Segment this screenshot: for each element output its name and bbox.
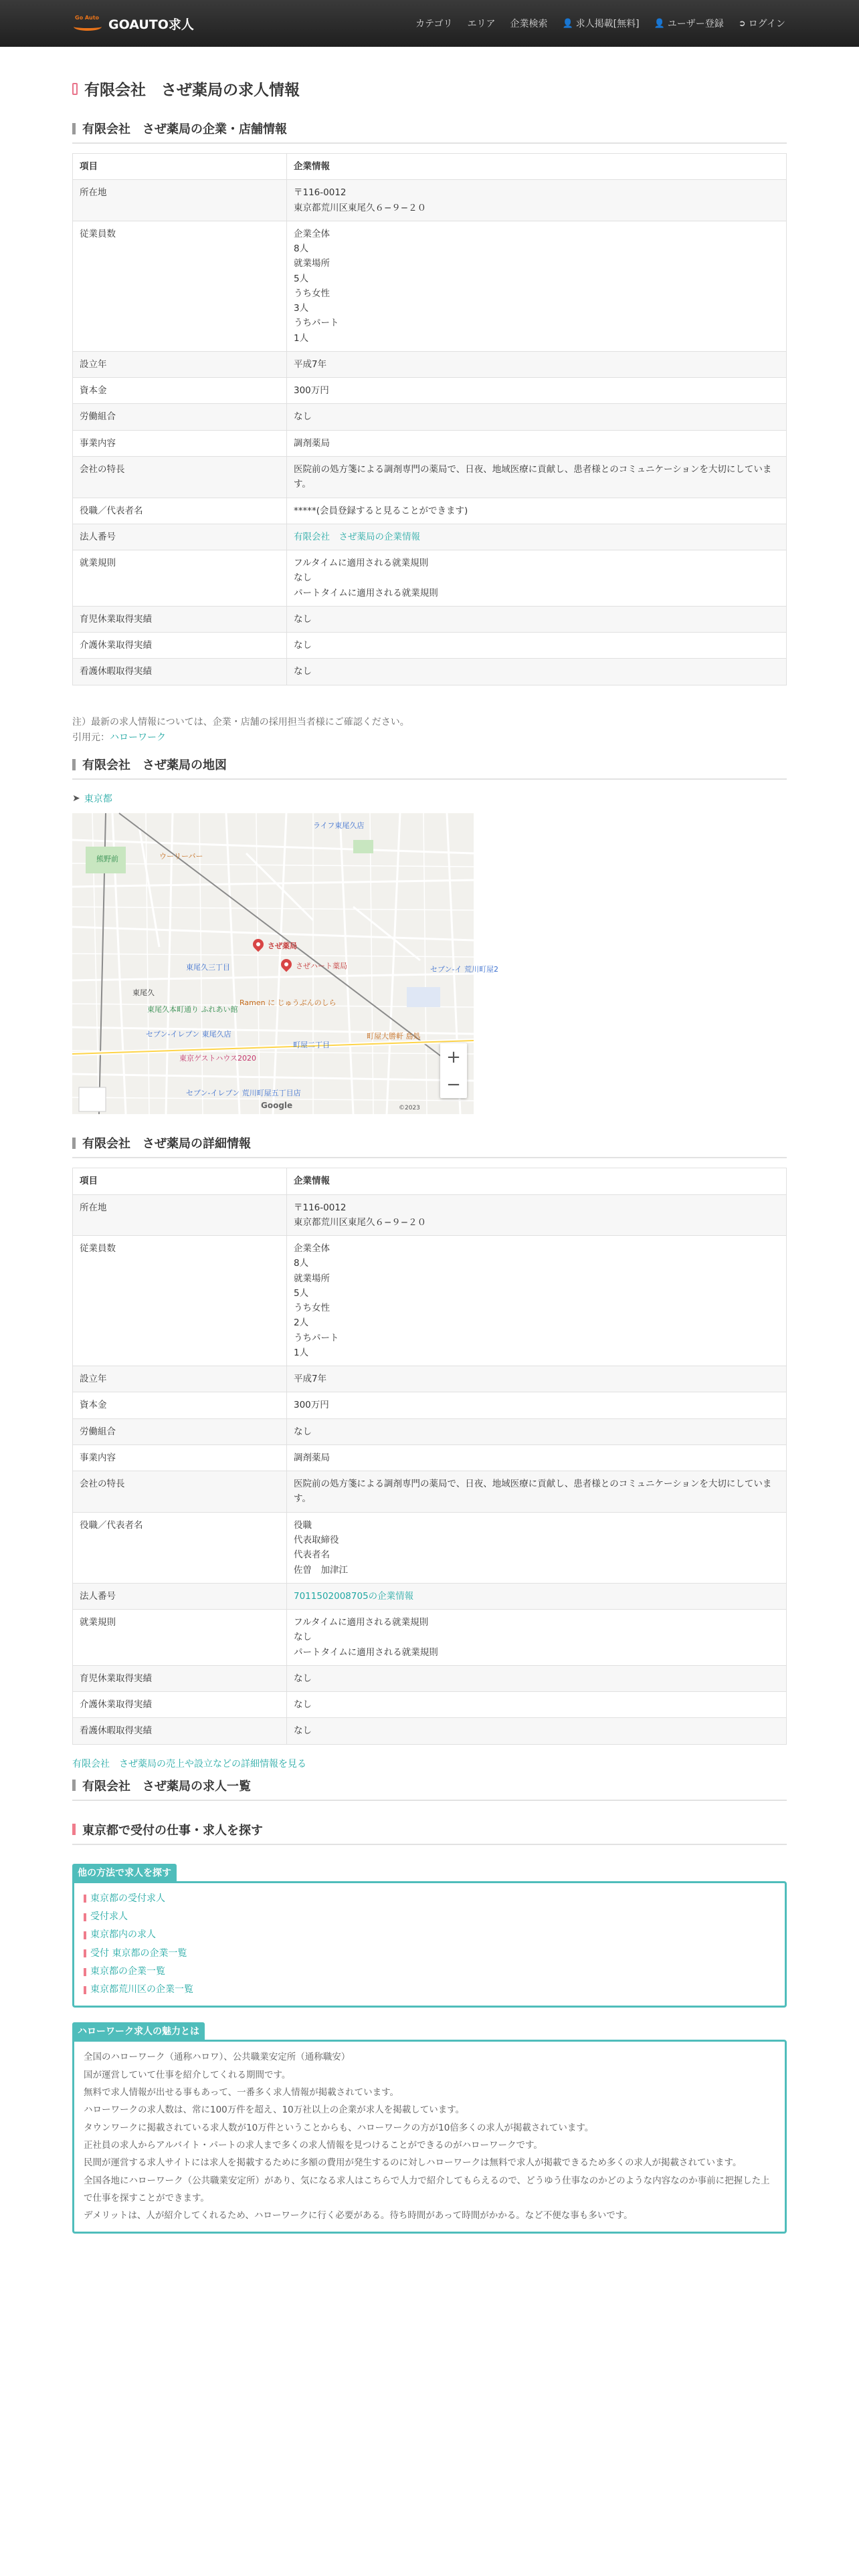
source-line <box>72 730 787 746</box>
table-row <box>73 430 787 456</box>
table-header-row <box>73 154 787 180</box>
page-title-text: 有限会社 さぜ薬局の求人情報 <box>84 82 300 99</box>
search-jobs-heading-text: 東京都で受付の仕事・求人を探す <box>82 1823 263 1838</box>
zoom-in-button[interactable]: + <box>446 1047 461 1067</box>
table-row <box>73 1692 787 1718</box>
row-value: 企業全体 8人 就業場所 5人 うち女性 3人 うちパート 1人 <box>287 221 787 351</box>
row-value <box>287 1583 787 1609</box>
row-value: なし <box>287 1692 787 1718</box>
title-marker-icon <box>72 83 78 95</box>
map-label-guesthouse: 東京ゲストハウス2020 <box>179 1054 257 1063</box>
header-key: 項目 <box>73 1168 287 1194</box>
row-value: なし <box>287 1665 787 1691</box>
row-key: 事業内容 <box>73 430 287 456</box>
row-key: 育児休業取得実績 <box>73 1665 287 1691</box>
hellowork-paragraph: タウンワークに掲載されている求人数が10万件ということからも、ハローワークの方が10倍多くの求人が掲載されています。 <box>84 2122 594 2133</box>
table-row <box>73 378 787 404</box>
map-label-heart-pharmacy: さぜハート薬局 <box>296 962 347 971</box>
row-value: 平成7年 <box>287 1366 787 1392</box>
table-row <box>73 550 787 607</box>
header-value: 企業情報 <box>287 1168 787 1194</box>
map-label-ramen: Ramen に じゅうぶんのしら <box>240 998 337 1008</box>
row-value: なし <box>287 1418 787 1444</box>
row-value: 調剤薬局 <box>287 1444 787 1471</box>
list-item <box>84 1890 775 1908</box>
map[interactable] <box>72 813 499 1114</box>
list-item <box>84 1981 775 1999</box>
row-key: 資本金 <box>73 1392 287 1418</box>
table-row <box>73 1418 787 1444</box>
map-label-sushi: 町屋大勝軒 島処 <box>367 1032 421 1041</box>
hellowork-paragraph: 民間が運営する求人サイトには求人を掲載するために多額の費用が発生するのに対しハローワークは無料で求人が掲載できるため多くの求人が掲載されています。 <box>84 2157 742 2169</box>
hellowork-label: ハローワーク求人の魅力とは <box>72 2022 205 2040</box>
other-method-link[interactable]: 受付 東京都の企業一覧 <box>90 1947 187 1959</box>
map-label-nishi: 東尾久 <box>132 988 155 998</box>
nav-post-job-label: 求人掲載[無料] <box>575 19 640 29</box>
map-heading <box>72 756 787 780</box>
table-row <box>73 180 787 221</box>
company-info-heading-text: 有限会社 さぜ薬局の企業・店舗情報 <box>82 122 287 136</box>
map-label-copyright: ©2023 <box>399 1105 420 1112</box>
list-item <box>84 1963 775 1981</box>
table-row <box>73 404 787 430</box>
table-row <box>73 1610 787 1666</box>
row-value: 医院前の処方箋による調剤専門の薬局で、日夜、地域医療に貢献し、患者様とのコミュニケーションを大切にしています。 <box>287 1471 787 1513</box>
other-methods-label: 他の方法で求人を探す <box>72 1864 177 1881</box>
row-key: 役職／代表者名 <box>73 498 287 524</box>
row-value: なし <box>287 404 787 430</box>
list-marker-icon <box>84 1949 86 1957</box>
row-key: 労働組合 <box>73 1418 287 1444</box>
company-info-heading <box>72 120 787 144</box>
other-method-link[interactable]: 東京都内の求人 <box>90 1929 156 1941</box>
company-info-table <box>72 153 787 685</box>
map-address-link[interactable]: 東京都 <box>84 794 112 805</box>
table-row <box>73 1444 787 1471</box>
row-key: 労働組合 <box>73 404 287 430</box>
row-value: なし <box>287 1718 787 1744</box>
source-link[interactable]: ハローワーク <box>110 732 166 744</box>
table-row <box>73 659 787 685</box>
nav-login[interactable] <box>739 17 785 30</box>
main-container <box>72 78 787 2234</box>
row-value: フルタイムに適用される就業規則 なし パートタイムに適用される就業規則 <box>287 550 787 607</box>
other-method-link[interactable]: 東京都の受付求人 <box>90 1893 165 1904</box>
row-key: 従業員数 <box>73 221 287 351</box>
jobs-list-heading-text: 有限会社 さぜ薬局の求人一覧 <box>82 1779 251 1794</box>
more-details-link[interactable]: 有限会社 さぜ薬局の売上や設立などの詳細情報を見る <box>72 1758 306 1769</box>
source-prefix: 引用元： <box>72 732 110 744</box>
hellowork-paragraph: 正社員の求人からアルバイト・パートの求人まで多くの求人情報を見つけることができるのがハローワークです。 <box>84 2140 543 2151</box>
row-key: 育児休業取得実績 <box>73 606 287 632</box>
list-item <box>84 1945 775 1963</box>
row-value: 〒116-0012 東京都荒川区東尾久６−９−２０ <box>287 1194 787 1236</box>
hellowork-paragraph: 無料で求人情報が出せる事もあって、一番多く求人情報が掲載されています。 <box>84 2087 399 2099</box>
list-marker-icon <box>84 1895 86 1903</box>
row-key: 所在地 <box>73 180 287 221</box>
row-value: 企業全体 8人 就業場所 5人 うち女性 2人 うちパート 1人 <box>287 1236 787 1366</box>
brand-name: GOAUTO求人 <box>108 17 194 32</box>
list-marker-icon <box>84 1931 86 1939</box>
header-value: 企業情報 <box>287 154 787 180</box>
row-key: 資本金 <box>73 378 287 404</box>
map-address <box>72 792 787 805</box>
map-label-fureai: 東尾久本町通り ふれあい館 <box>147 1005 238 1014</box>
hellowork-paragraph: ハローワークの求人数は、常に100万件を超え、10万社以上の企業が求人を掲載しています。 <box>84 2105 465 2116</box>
list-marker-icon <box>84 1913 86 1921</box>
nav-area-label: エリア <box>467 19 496 29</box>
hellowork-paragraph: 全国各地にハローワーク（公共職業安定所）があり、気になる求人はこちらで人力で紹介してもらえるので、どうゆう仕事なのかどのような内容なのか事前に把握した上で仕事を探すことができます。 <box>84 2175 770 2204</box>
company-info-link[interactable]: 有限会社 さぜ薬局の企業情報 <box>294 531 420 542</box>
list-item <box>84 1908 775 1926</box>
hellowork-paragraph: 国が運営していて仕事を紹介してくれる期間です。 <box>84 2069 291 2080</box>
row-key: 法人番号 <box>73 524 287 550</box>
table-header-row <box>73 1168 787 1194</box>
other-method-link[interactable]: 受付求人 <box>90 1911 128 1922</box>
other-methods-box <box>72 1864 787 2008</box>
map-label-station1: 東尾久三丁目 <box>186 963 230 972</box>
row-key: 会社の特長 <box>73 456 287 498</box>
table-row <box>73 1471 787 1513</box>
row-value: 平成7年 <box>287 351 787 377</box>
table-row <box>73 1665 787 1691</box>
row-value: 役職 代表取締役 代表者名 佐曽 加津江 <box>287 1512 787 1583</box>
map-label-seven1: セブン-イレブン 東尾久店 <box>146 1030 231 1039</box>
hellowork-paragraph: 全国のハローワーク（通称ハロワ）、公共職業安定所（通称職安） <box>84 2052 351 2063</box>
row-key: 就業規則 <box>73 1610 287 1666</box>
nav-company-search-label: 企業検索 <box>510 19 548 29</box>
row-key: 事業内容 <box>73 1444 287 1471</box>
detail-info-heading <box>72 1134 787 1158</box>
row-value: 300万円 <box>287 378 787 404</box>
row-key: 就業規則 <box>73 550 287 607</box>
hellowork-paragraph: デメリットは、人が紹介してくれるため、ハローワークに行く必要がある。待ち時間があって時間がかかる。など不便な事も多いです。 <box>84 2210 633 2222</box>
row-value: なし <box>287 633 787 659</box>
header-key: 項目 <box>73 154 287 180</box>
row-key: 介護休業取得実績 <box>73 1692 287 1718</box>
map-label-seven3: セブン-イ 荒川町屋2 <box>430 965 499 974</box>
brand-logo-link[interactable] <box>74 15 194 33</box>
table-row <box>73 1194 787 1236</box>
heading-marker-icon <box>72 759 76 770</box>
row-key: 看護休暇取得実績 <box>73 1718 287 1744</box>
table-row <box>73 456 787 498</box>
more-details-row <box>72 1757 787 1770</box>
row-key: 看護休暇取得実績 <box>73 659 287 685</box>
detail-info-heading-text: 有限会社 さぜ薬局の詳細情報 <box>82 1137 251 1152</box>
zoom-out-button[interactable]: − <box>446 1074 461 1095</box>
nav-links <box>415 17 785 30</box>
top-navbar <box>0 0 859 47</box>
list-item <box>84 1926 775 1944</box>
brand-logo <box>74 15 103 32</box>
table-row <box>73 524 787 550</box>
other-method-link[interactable]: 東京都の企業一覧 <box>90 1965 165 1977</box>
nav-register[interactable] <box>654 17 724 30</box>
nav-login-label: ログイン <box>748 19 785 29</box>
notes <box>72 715 787 747</box>
row-value: なし <box>287 606 787 632</box>
row-value: 300万円 <box>287 1392 787 1418</box>
heading-marker-icon <box>72 123 76 134</box>
map-heading-text: 有限会社 さぜ薬局の地図 <box>82 758 227 773</box>
row-value: *****(会員登録すると見ることができます) <box>287 498 787 524</box>
row-value: なし <box>287 659 787 685</box>
table-row <box>73 633 787 659</box>
row-key: 介護休業取得実績 <box>73 633 287 659</box>
map-label-life: ライフ東尾久店 <box>313 821 365 831</box>
row-key: 法人番号 <box>73 1583 287 1609</box>
table-row <box>73 221 787 351</box>
row-key: 所在地 <box>73 1194 287 1236</box>
other-method-link[interactable]: 東京都荒川区の企業一覧 <box>90 1984 193 1996</box>
map-label-woolly: ウーリーバー <box>159 852 203 861</box>
nav-category-label: カテゴリ <box>415 19 453 29</box>
row-value <box>287 524 787 550</box>
map-streets <box>72 813 474 1114</box>
row-key: 設立年 <box>73 351 287 377</box>
table-row <box>73 1512 787 1583</box>
nav-area[interactable] <box>467 17 495 30</box>
hellowork-body <box>72 2040 787 2233</box>
corporate-number-link[interactable]: 7011502008705の企業情報 <box>294 1590 414 1602</box>
table-row <box>73 1366 787 1392</box>
list-marker-icon <box>84 1968 86 1976</box>
nav-register-label: ユーザー登録 <box>667 19 724 29</box>
brand-logo-text: Go Auto <box>75 15 100 21</box>
nav-category[interactable] <box>415 17 452 30</box>
detail-info-table <box>72 1168 787 1744</box>
nav-company-search[interactable] <box>510 17 547 30</box>
map-label-station2: 町屋二丁目 <box>293 1041 330 1050</box>
map-label-google: Google <box>261 1101 293 1111</box>
user-icon: 👤 <box>654 18 665 29</box>
search-jobs-heading <box>72 1821 787 1845</box>
table-row <box>73 1718 787 1744</box>
other-methods-list <box>84 1890 775 2000</box>
row-key: 会社の特長 <box>73 1471 287 1513</box>
heading-marker-icon <box>72 1824 76 1835</box>
navigation-arrow-icon: ➤ <box>72 793 80 804</box>
row-key: 設立年 <box>73 1366 287 1392</box>
row-value: 調剤薬局 <box>287 430 787 456</box>
note-line: 注）最新の求人情報については、企業・店舗の採用担当者様にご確認ください。 <box>72 716 409 728</box>
map-label-seven2: セブン-イレブン 荒川町屋五丁目店 <box>186 1089 301 1098</box>
map-label-kumano: 熊野前 <box>96 855 118 864</box>
row-key: 従業員数 <box>73 1236 287 1366</box>
list-marker-icon <box>84 1986 86 1994</box>
heading-marker-icon <box>72 1138 76 1149</box>
row-value: フルタイムに適用される就業規則 なし パートタイムに適用される就業規則 <box>287 1610 787 1666</box>
hellowork-box <box>72 2022 787 2233</box>
table-row <box>73 498 787 524</box>
nav-post-job[interactable] <box>562 17 639 30</box>
row-key: 役職／代表者名 <box>73 1512 287 1583</box>
row-value: 〒116-0012 東京都荒川区東尾久６−９−２０ <box>287 180 787 221</box>
map-label-pharmacy: さぜ薬局 <box>268 942 297 951</box>
table-row <box>73 1392 787 1418</box>
jobs-list-heading <box>72 1777 787 1801</box>
map-zoom-controls <box>440 1043 467 1098</box>
page-title <box>72 78 787 100</box>
table-row <box>73 351 787 377</box>
other-methods-body <box>72 1881 787 2008</box>
table-row <box>73 606 787 632</box>
login-icon: ➲ <box>738 18 746 29</box>
heading-marker-icon <box>72 1780 76 1791</box>
table-row <box>73 1583 787 1609</box>
table-row <box>73 1236 787 1366</box>
user-icon: 👤 <box>562 18 573 29</box>
row-value: 医院前の処方箋による調剤専門の薬局で、日夜、地域医療に貢献し、患者様とのコミュニケーションを大切にしています。 <box>287 456 787 498</box>
